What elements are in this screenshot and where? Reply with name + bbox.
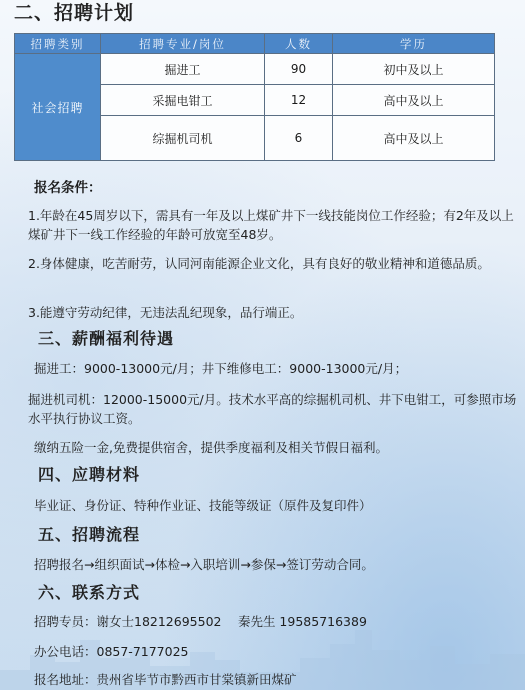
position-cell: 采掘电钳工 bbox=[101, 85, 265, 116]
header-count: 人数 bbox=[265, 34, 333, 54]
recruitment-plan-table bbox=[14, 33, 495, 161]
benefits-line: 缴纳五险一金,免费提供宿舍，提供季度福利及相关节假日福利。 bbox=[34, 440, 388, 455]
section-title-materials: 四、应聘材料 bbox=[38, 465, 141, 484]
condition-item: 3.能遵守劳动纪律，无违法乱纪现象，品行端正。 bbox=[28, 305, 303, 320]
section-title-salary: 三、薪酬福利待遇 bbox=[38, 329, 175, 348]
section-title-recruitment-plan: 二、招聘计划 bbox=[14, 2, 135, 24]
salary-line: 掘进工：9000-13000元/月；井下维修电工：9000-13000元/月； bbox=[34, 361, 408, 376]
education-cell: 高中及以上 bbox=[333, 116, 495, 161]
category-cell: 社会招聘 bbox=[15, 54, 101, 161]
section-title-process: 五、招聘流程 bbox=[38, 525, 141, 544]
header-position: 招聘专业/岗位 bbox=[101, 34, 265, 54]
count-cell: 12 bbox=[265, 85, 333, 116]
header-category: 招聘类别 bbox=[15, 34, 101, 54]
conditions-heading: 报名条件： bbox=[34, 180, 102, 196]
signup-address: 报名地址：贵州省毕节市黔西市甘棠镇新田煤矿 bbox=[34, 672, 297, 687]
count-cell: 6 bbox=[265, 116, 333, 161]
table-row bbox=[15, 54, 495, 85]
section-title-contact: 六、联系方式 bbox=[38, 583, 141, 602]
condition-item: 2.身体健康，吃苦耐劳，认同河南能源企业文化，具有良好的敬业精神和道德品质。 bbox=[28, 256, 490, 271]
salary-line: 掘进机司机：12000-15000元/月。技术水平高的综掘机司机、井下电钳工，可参照市场水平执行协议工资。 bbox=[28, 392, 517, 426]
position-cell: 掘进工 bbox=[101, 54, 265, 85]
office-phone: 办公电话：0857-7177025 bbox=[34, 644, 189, 659]
table-header-row bbox=[15, 34, 495, 54]
contact-person: 招聘专员：谢女士18212695502 秦先生 19585716389 bbox=[34, 614, 367, 629]
process-text: 招聘报名→组织面试→体检→入职培训→参保→签订劳动合同。 bbox=[34, 557, 374, 572]
header-education: 学历 bbox=[333, 34, 495, 54]
condition-item: 1.年龄在45周岁以下，需具有一年及以上煤矿井下一线技能岗位工作经验；有2年及以上煤矿井下一线工作经验的年龄可放宽至48岁。 bbox=[28, 208, 514, 242]
education-cell: 高中及以上 bbox=[333, 85, 495, 116]
position-cell: 综掘机司机 bbox=[101, 116, 265, 161]
materials-text: 毕业证、身份证、特种作业证、技能等级证（原件及复印件） bbox=[34, 498, 372, 513]
education-cell: 初中及以上 bbox=[333, 54, 495, 85]
count-cell: 90 bbox=[265, 54, 333, 85]
